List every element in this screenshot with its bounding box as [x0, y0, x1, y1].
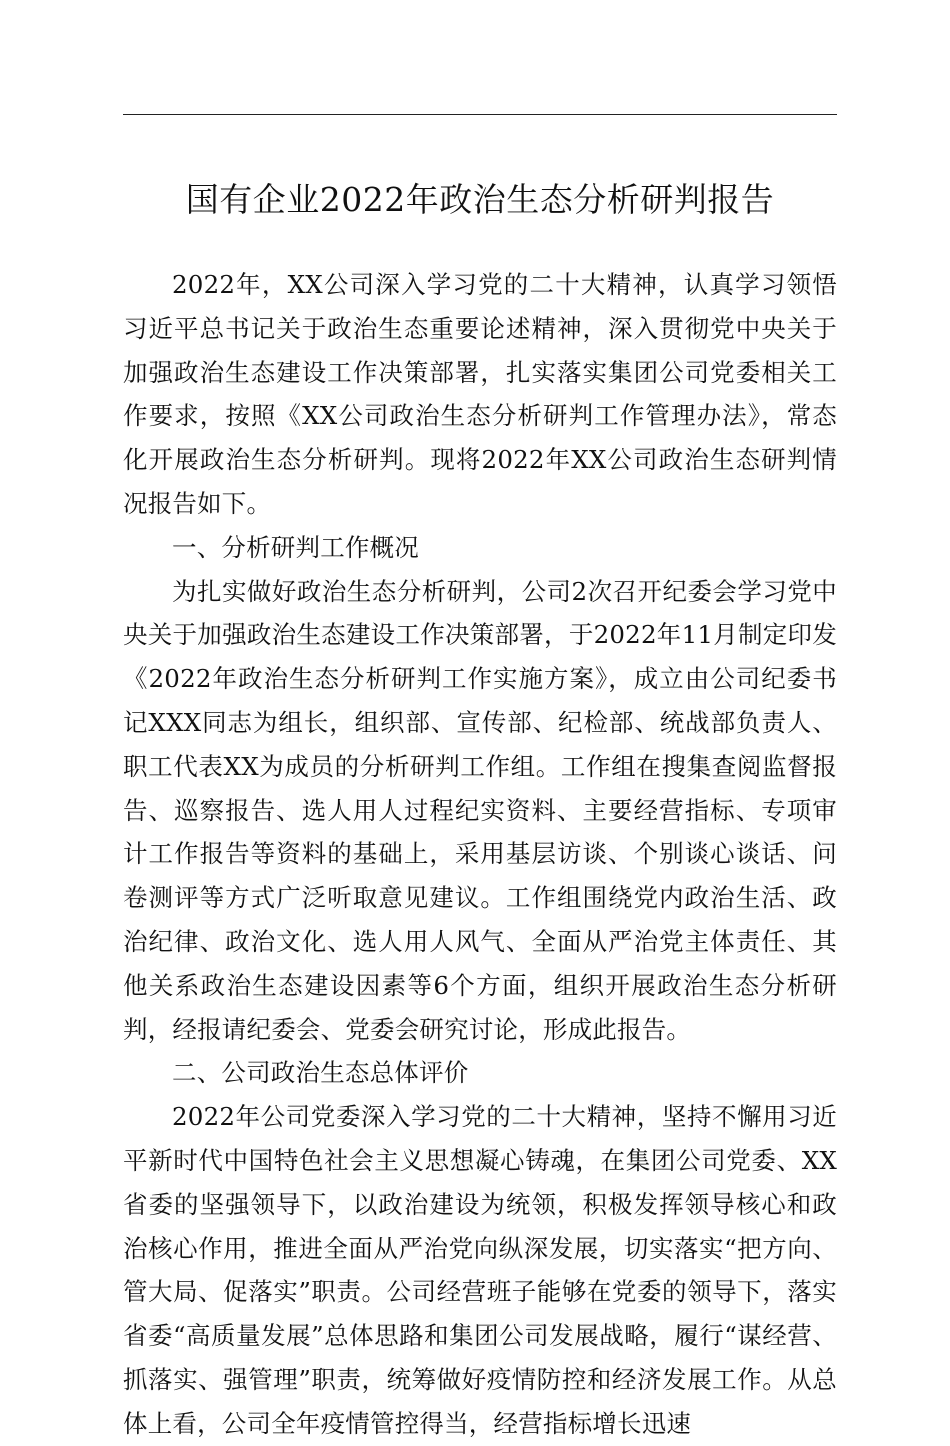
section-2-paragraph: 2022年公司党委深入学习党的二十大精神，坚持不懈用习近平新时代中国特色社会主义思想凝心铸魂，在集团公司党委、XX省委的坚强领导下，以政治建设为统领，积极发挥领导核心和政治核心作用，推进全面从严治党向纵深发展，切实落实“把方向、管大局、促落实”职责。公司经营班子能够在党委的领导下，落实省委“高质量发展”总体思路和集团公司发展战略，履行“谋经营、抓落实、强管理”职责，统筹做好疫情防控和经济发展工作。从总体上看，公司全年疫情管控得当，经营指标增长迅速	[123, 1102, 837, 1438]
section-1-paragraph: 为扎实做好政治生态分析研判，公司2次召开纪委会学习党中央关于加强政治生态建设工作决策部署，于2022年11月制定印发《2022年政治生态分析研判工作实施方案》，成立由公司纪委书记XXX同志为组长，组织部、宣传部、纪检部、统战部负责人、职工代表XX为成员的分析研判工作组。工作组在搜集查阅监督报告、巡察报告、选人用人过程纪实资料、主要经营指标、专项审计工作报告等资料的基础上，采用基层访谈、个别谈心谈话、问卷测评等方式广泛听取意见建议。工作组围绕党内政治生活、政治纪律、政治文化、选人用人风气、全面从严治党主体责任、其他关系政治生态建设因素等6个方面，组织开展政治生态分析研判，经报请纪委会、党委会研究讨论，形成此报告。	[123, 576, 837, 1044]
document-title: 国有企业2022年政治生态分析研判报告	[185, 180, 775, 219]
header-rule	[123, 114, 837, 115]
section-heading-2: 二、公司政治生态总体评价	[172, 1058, 469, 1088]
document-body	[123, 263, 837, 1446]
intro-paragraph: 2022年，XX公司深入学习党的二十大精神，认真学习领悟习近平总书记关于政治生态重要论述精神，深入贯彻党中央关于加强政治生态建设工作决策部署，扎实落实集团公司党委相关工作要求，按照《XX公司政治生态分析研判工作管理办法》，常态化开展政治生态分析研判。现将2022年XX公司政治生态研判情况报告如下。	[123, 270, 837, 518]
section-heading-1: 一、分析研判工作概况	[172, 532, 419, 562]
